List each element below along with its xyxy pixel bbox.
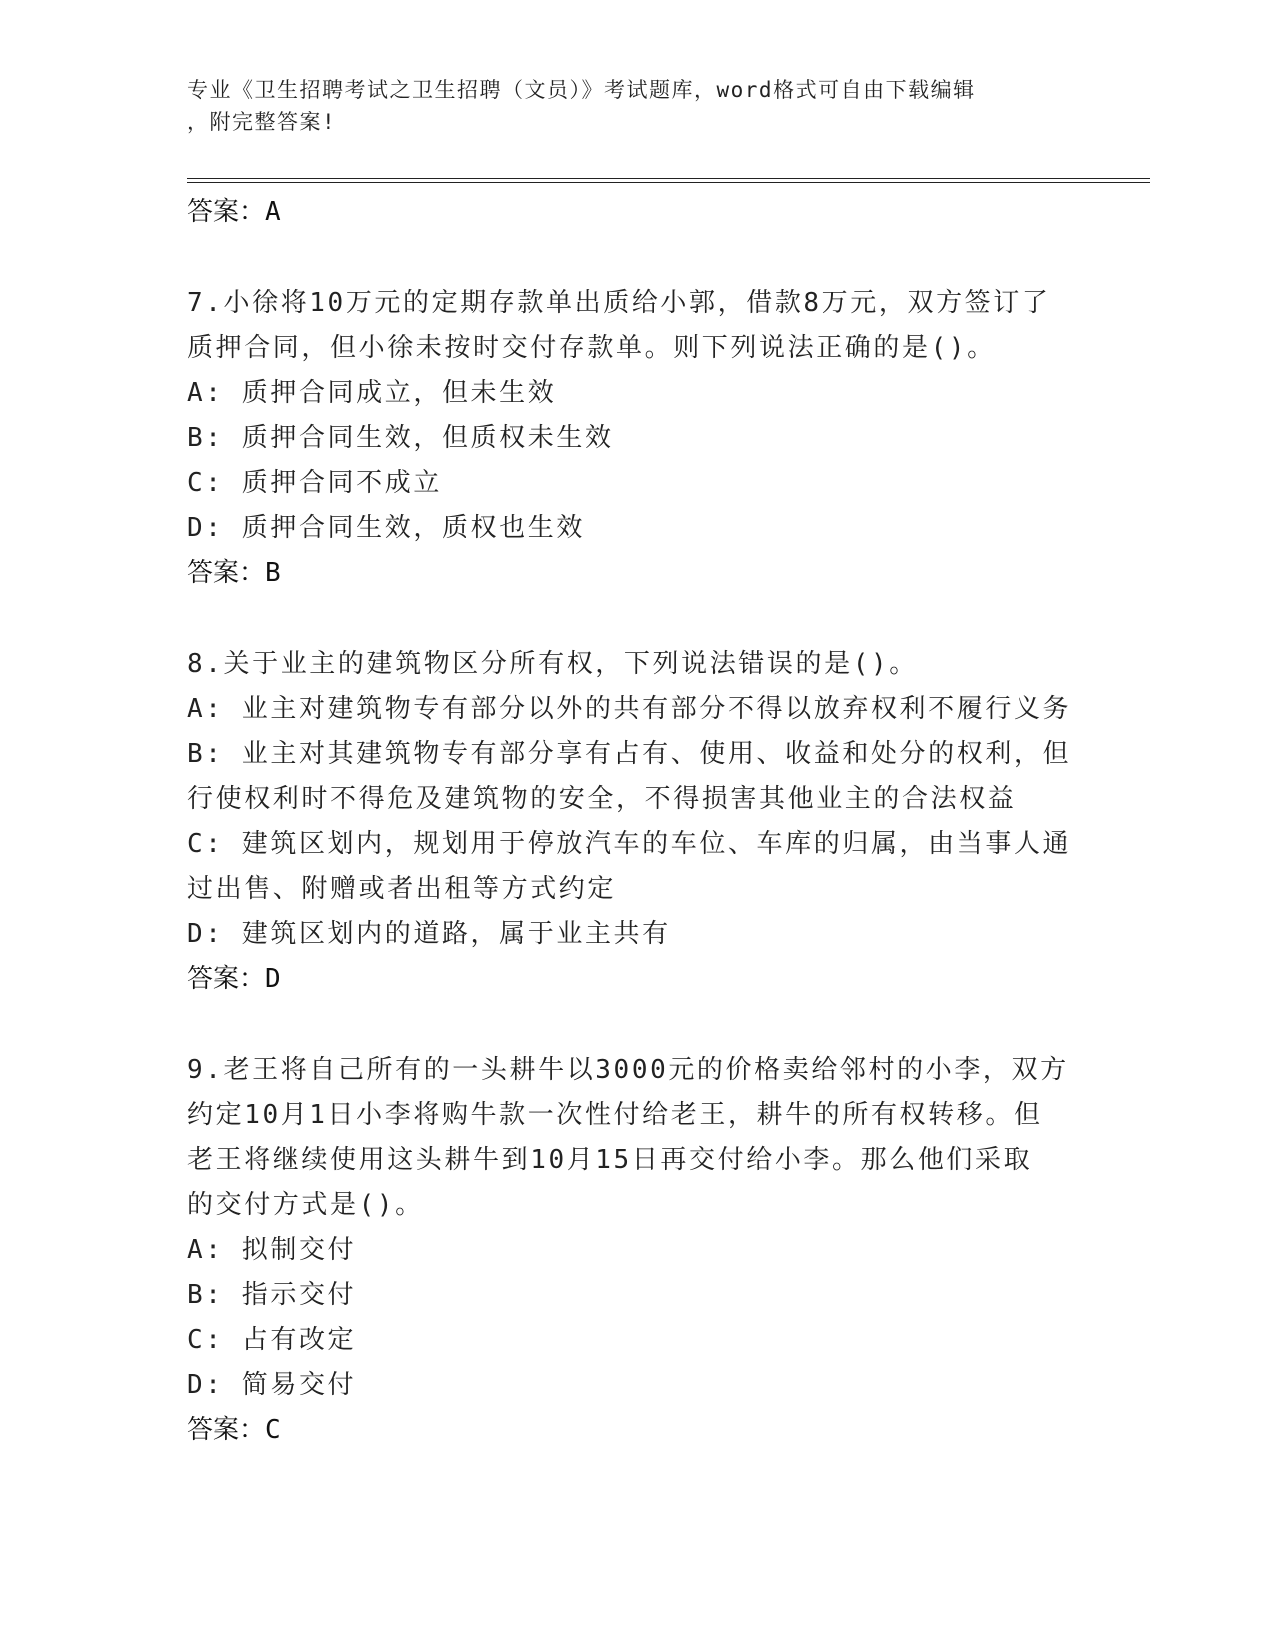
question-list	[187, 190, 1087, 1453]
option-d: D: 质押合同生效，质权也生效	[187, 513, 585, 543]
question-stem-line: 质押合同，但小徐未按时交付存款单。则下列说法正确的是()。	[187, 333, 996, 363]
option-a: A: 拟制交付	[187, 1235, 357, 1265]
header-rule-top	[187, 178, 1150, 179]
question-9	[187, 1048, 1087, 1453]
option-b-continued: 行使权利时不得危及建筑物的安全，不得损害其他业主的合法权益	[187, 784, 1017, 814]
option-b: B: 质押合同生效，但质权未生效	[187, 423, 614, 453]
question-stem-line: 约定10月1日小李将购牛款一次性付给老王，耕牛的所有权转移。但	[187, 1100, 1043, 1130]
option-d: D: 简易交付	[187, 1370, 357, 1400]
question-stem-line: 7.小徐将10万元的定期存款单出质给小郭，借款8万元，双方签订了	[187, 288, 1051, 318]
question-stem-line: 9.老王将自己所有的一头耕牛以3000元的价格卖给邻村的小李，双方	[187, 1055, 1069, 1085]
answer-label: 答案：	[187, 558, 266, 588]
header-line-1: 专业《卫生招聘考试之卫生招聘（文员）》考试题库，word格式可自由下载编辑	[187, 78, 976, 102]
answer-key: D	[265, 964, 281, 994]
option-c: C: 占有改定	[187, 1325, 357, 1355]
page-header	[187, 74, 1067, 138]
option-a: A: 质押合同成立，但未生效	[187, 378, 557, 408]
question-8	[187, 642, 1087, 1002]
question-stem-line: 的交付方式是()。	[187, 1190, 424, 1220]
question-answer	[187, 957, 1087, 1002]
question-answer	[187, 1408, 1087, 1453]
question-stem-line: 8.关于业主的建筑物区分所有权，下列说法错误的是()。	[187, 649, 918, 679]
previous-answer	[187, 190, 1087, 235]
option-c: C: 建筑区划内，规划用于停放汽车的车位、车库的归属，由当事人通	[187, 829, 1072, 859]
option-a: A: 业主对建筑物专有部分以外的共有部分不得以放弃权利不履行义务	[187, 694, 1072, 724]
answer-label: 答案：	[187, 197, 266, 227]
question-answer	[187, 551, 1087, 596]
header-line-2: ，附完整答案!	[187, 110, 337, 134]
option-b: B: 指示交付	[187, 1280, 357, 1310]
header-rule-bottom	[187, 182, 1150, 183]
answer-key: A	[265, 197, 281, 227]
answer-label: 答案：	[187, 964, 266, 994]
option-c-continued: 过出售、附赠或者出租等方式约定	[187, 874, 617, 904]
option-c: C: 质押合同不成立	[187, 468, 442, 498]
question-stem-line: 老王将继续使用这头耕牛到10月15日再交付给小李。那么他们采取	[187, 1145, 1033, 1175]
option-b: B: 业主对其建筑物专有部分享有占有、使用、收益和处分的权利，但	[187, 739, 1072, 769]
question-7	[187, 281, 1087, 596]
answer-key: C	[265, 1415, 281, 1445]
answer-label: 答案：	[187, 1415, 266, 1445]
option-d: D: 建筑区划内的道路，属于业主共有	[187, 919, 671, 949]
answer-key: B	[265, 558, 281, 588]
